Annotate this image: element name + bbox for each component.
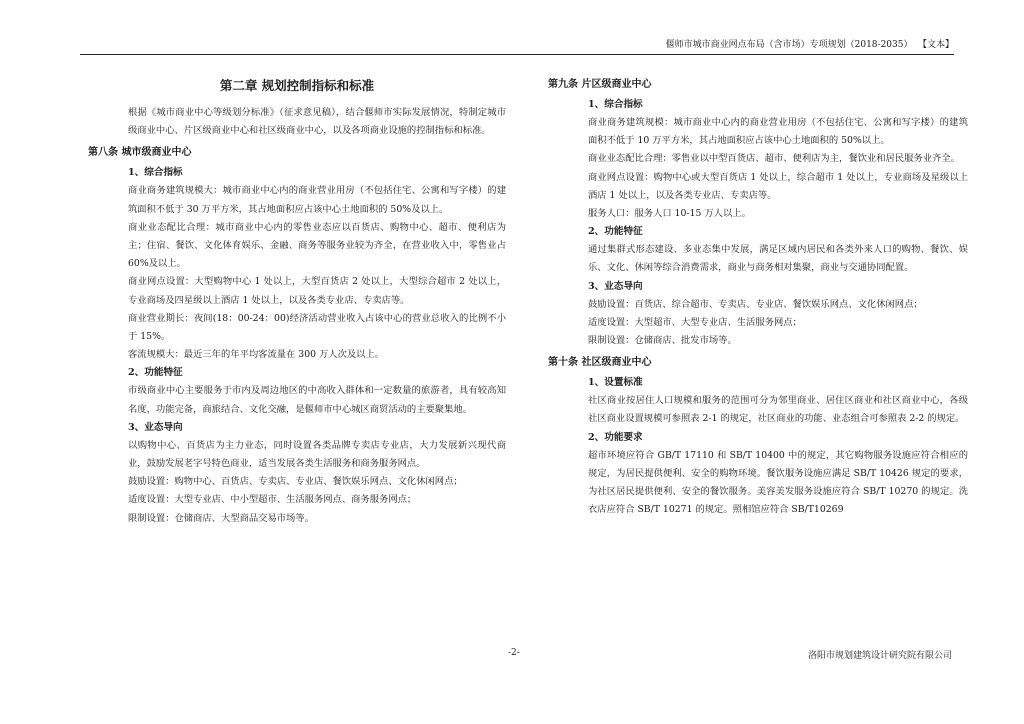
article-9-sub-3: 3、业态导向 bbox=[588, 280, 643, 292]
chapter-title: 第二章 规划控制指标和标准 bbox=[219, 78, 375, 93]
article-8-para-6: 市级商业中心主要服务于市内及周边地区的中高收入群体和一定数量的旅游者，具有较高知名度，功能完备，商旅结合、文化交融，是偃师市中心城区商贸活动的主要聚集地。 bbox=[128, 385, 506, 415]
article-10-para-1: 社区商业按居住人口规模和服务的范围可分为邻里商业、居住区商业和社区商业中心，各级社区商业设置规模可参照表 2-1 的规定，社区商业的功能、业态组合可参照表 2-2 的规定。 bbox=[588, 395, 968, 425]
article-8-para-1: 商业商务建筑规模大：城市商业中心内的商业营业用房（不包括住宅、公寓和写字楼）的建筑面积不低于 30 万平方米，其占地面积应占该中心土地面积的 50%及以上。 bbox=[128, 185, 506, 215]
article-9-title: 第九条 片区级商业中心 bbox=[548, 79, 652, 90]
page-header bbox=[80, 38, 954, 55]
article-10-para-2: 超市环境应符合 GB/T 17110 和 SB/T 10400 中的规定，其它购物服务设施应符合相应的规定，为居民提供便利、安全的购物环境。餐饮服务设施应满足 SB/T 10426 规定的要求，为社区居民提供便利、安全的餐饮服务。美容美发服务设施应符合 SB/T 10270 的规定。洗衣店应符合 SB/T 10271 的规定。照相馆应符合 SB/T10269 bbox=[588, 449, 968, 516]
article-8-para-9: 适度设置：大型专业店、中小型超市、生活服务网点、商务服务网点； bbox=[128, 494, 417, 506]
left-column bbox=[88, 72, 506, 528]
article-9-para-1: 商业商务建筑规模：城市商业中心内的商业营业用房（不包括住宅、公寓和写字楼）的建筑面积不低于 10 万平方米，其占地面积应占该中心土地面积的 50%以上。 bbox=[588, 117, 968, 147]
article-10-title: 第十条 社区级商业中心 bbox=[548, 357, 652, 369]
header-title: 偃师市城市商业网点布局（含市场）专项规划（2018-2035） bbox=[665, 40, 913, 50]
article-8-para-7: 以购物中心、百货店为主力业态，同时设置各类品牌专卖店专业店，大力发展新兴现代商业，鼓励发展老字号特色商业，适当发展各类生活服务和商务服务网点。 bbox=[128, 439, 506, 470]
article-8-sub-1: 1、综合指标 bbox=[128, 167, 183, 179]
article-8-sub-2: 2、功能特征 bbox=[128, 367, 183, 379]
article-8-para-5: 客流规模大：最近三年的年平均客流量在 300 万人次及以上。 bbox=[128, 349, 385, 361]
right-column bbox=[548, 72, 968, 519]
article-9-para-2: 商业业态配比合理：零售业以中型百货店、超市、便利店为主，餐饮业和居民服务业齐全。 bbox=[588, 153, 960, 165]
page-number: -2- bbox=[508, 648, 520, 658]
article-10-sub-1: 1、设置标准 bbox=[588, 377, 643, 389]
article-9-para-5: 通过集群式形态建设、多业态集中发展，满足区域内居民和各类外来人口的购物、餐饮、娱乐、文化、休闲等综合消费需求，商业与商务相对集聚，商业与交通协同配置。 bbox=[588, 244, 968, 274]
header-tag: 【文本】 bbox=[922, 40, 954, 50]
footer-organization: 洛阳市规划建筑设计研究院有限公司 bbox=[807, 651, 952, 661]
article-9-para-8: 限制设置：仓储商店、批发市场等。 bbox=[588, 335, 737, 347]
article-8-para-4: 商业营业期长：夜间(18：00-24：00)经济活动营业收入占该中心的营业总收入的比例不小于 15%。 bbox=[128, 312, 506, 343]
article-10-sub-2: 2、功能要求 bbox=[588, 431, 643, 443]
article-8-title: 第八条 城市级商业中心 bbox=[88, 147, 192, 159]
intro-paragraph: 根据《城市商业中心等级划分标准》（征求意见稿），结合偃师市实际发展情况，特制定城市级商业中心、片区级商业中心和社区级商业中心，以及各项商业设施的控制指标和标准。 bbox=[128, 107, 506, 137]
article-9-sub-1: 1、综合指标 bbox=[588, 99, 643, 110]
article-9-para-7: 适度设置：大型超市、大型专业店、生活服务网点； bbox=[588, 316, 802, 328]
article-9-para-6: 鼓励设置：百货店、综合超市、专卖店、专业店、餐饮娱乐网点、文化休闲网点； bbox=[588, 298, 923, 310]
article-8-para-3: 商业网点设置：大型购物中心 1 处以上，大型百货店 2 处以上，大型综合超市 2 处以上，专业商场及四星级以上酒店 1 处以上，以及各类专业店、专卖店等。 bbox=[128, 276, 506, 306]
article-8-sub-3: 3、业态导向 bbox=[128, 421, 183, 433]
article-9-para-3: 商业网点设置：购物中心或大型百货店 1 处以上，综合超市 1 处以上，专业商场及星级以上酒店 1 处以上，以及各类专业店、专卖店等。 bbox=[588, 171, 968, 201]
article-8-para-10: 限制设置：仓储商店、大型商品交易市场等。 bbox=[128, 512, 314, 524]
article-9-para-4: 服务人口：服务人口 10-15 万人以上。 bbox=[588, 208, 751, 220]
article-8-para-2: 商业业态配比合理：城市商业中心内的零售业态应以百货店、购物中心、超市、便利店为主；住宿、餐饮、文化体育娱乐、金融、商务等服务业较为齐全，在营业收入中，零售业占 60%及以上。 bbox=[128, 221, 506, 270]
article-8-para-8: 鼓励设置：购物中心、百货店、专卖店、专业店、餐饮娱乐网点、文化休闲网点； bbox=[128, 476, 463, 488]
article-9-sub-2: 2、功能特征 bbox=[588, 226, 643, 238]
